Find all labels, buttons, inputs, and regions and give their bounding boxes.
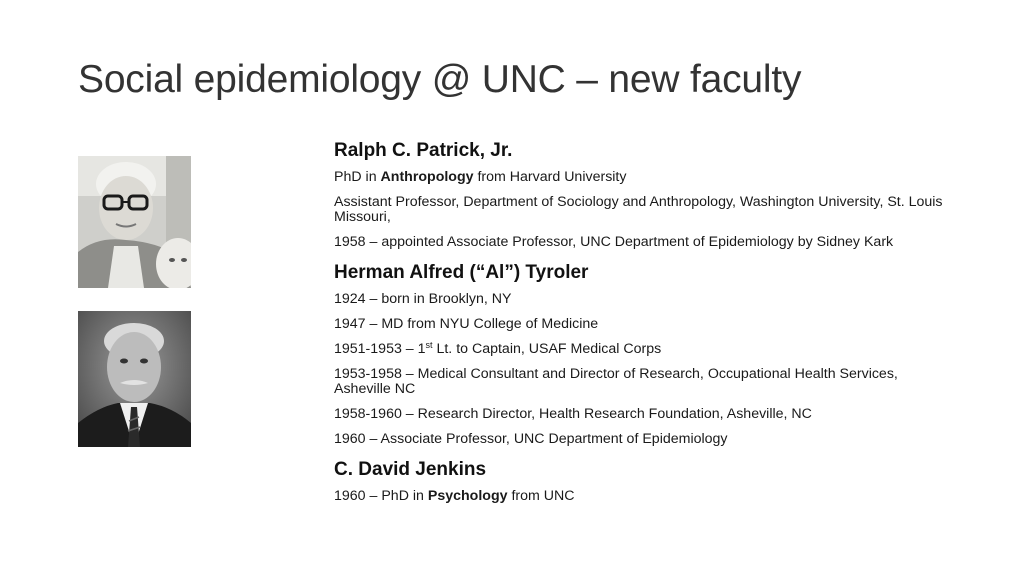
- portrait-photo-ralph-patrick: [78, 156, 191, 288]
- faculty-entry-jenkins: [334, 457, 954, 504]
- portrait-photo-al-tyroler: [78, 311, 191, 447]
- faculty-name: C. David Jenkins: [334, 459, 487, 480]
- faculty-detail: Assistant Professor, Department of Sociology and Anthropology, Washington University, St. Louis Missouri,: [334, 194, 943, 225]
- faculty-entry-patrick: [334, 138, 954, 250]
- faculty-detail: 1958-1960 – Research Director, Health Research Foundation, Asheville, NC: [334, 406, 812, 422]
- faculty-detail: 1960 – PhD in Psychology from UNC: [334, 488, 575, 504]
- faculty-name: Herman Alfred (“Al”) Tyroler: [334, 262, 589, 283]
- faculty-entry-tyroler: [334, 260, 954, 447]
- faculty-detail: PhD in Anthropology from Harvard University: [334, 169, 627, 185]
- faculty-list: [334, 138, 954, 514]
- slide-title: Social epidemiology @ UNC – new faculty: [78, 58, 802, 101]
- faculty-detail: 1960 – Associate Professor, UNC Department of Epidemiology: [334, 431, 728, 447]
- faculty-detail: 1947 – MD from NYU College of Medicine: [334, 316, 599, 332]
- faculty-detail: 1951-1953 – 1st Lt. to Captain, USAF Medical Corps: [334, 340, 662, 357]
- faculty-detail: 1924 – born in Brooklyn, NY: [334, 291, 512, 307]
- faculty-detail: 1953-1958 – Medical Consultant and Director of Research, Occupational Health Services, Asheville NC: [334, 366, 898, 397]
- faculty-name: Ralph C. Patrick, Jr.: [334, 140, 513, 161]
- faculty-detail: 1958 – appointed Associate Professor, UNC Department of Epidemiology by Sidney Kark: [334, 234, 894, 250]
